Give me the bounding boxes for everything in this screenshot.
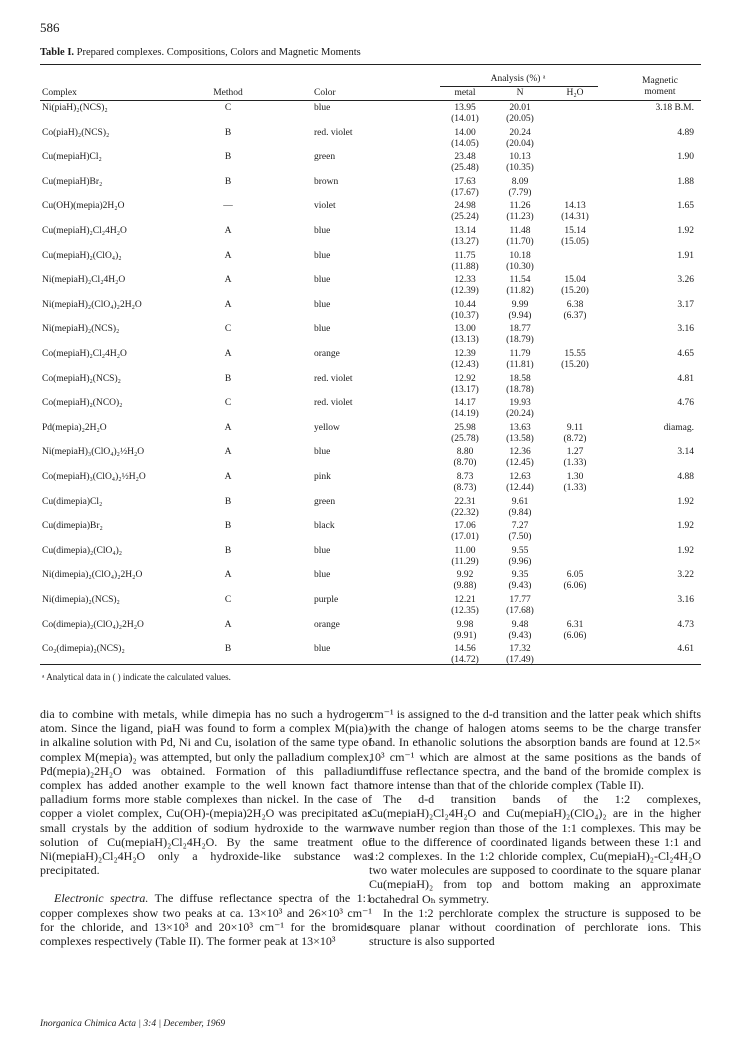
- journal-footer: Inorganica Chimica Acta | 3:4 | December, 1969: [40, 1019, 226, 1029]
- cell-n: 19.93: [509, 398, 531, 409]
- cell-metal: 10.44: [454, 299, 476, 310]
- cell-metal_calc: (12.43): [451, 360, 479, 370]
- cell-n_calc: (11.70): [506, 237, 534, 247]
- cell-metal: 24.98: [454, 201, 476, 212]
- cell-metal_calc: (14.19): [451, 409, 479, 420]
- cell-metal_calc: (8.70): [453, 458, 477, 469]
- cell-moment: 4.81: [677, 373, 694, 384]
- header-analysis: Analysis (%) ᵃ: [490, 74, 546, 84]
- cell-complex: Co₂(dimepia)₂(NCS)₂: [42, 644, 125, 655]
- right-paragraph-3: In the 1:2 perchlorate complex the structure is supposed to be square planar without coordination of perchlorate ions. This structure is also supported: [369, 905, 701, 949]
- cell-moment: 3.26: [677, 275, 694, 286]
- cell-complex: Pd(mepia)₂2H₂O: [42, 422, 107, 433]
- cell-moment: 4.73: [677, 619, 694, 630]
- cell-n_calc: (10.35): [506, 163, 534, 174]
- cell-complex: Ni(dimepia)₂(ClO₄)₂2H₂O: [42, 570, 143, 581]
- cell-metal_calc: (17.67): [451, 187, 479, 198]
- cell-color: blue: [314, 299, 331, 310]
- header-bottom-rule: [40, 100, 701, 101]
- cell-moment: 1.90: [677, 152, 694, 163]
- cell-h2o: 1.27: [566, 447, 584, 458]
- cell-metal_calc: (13.27): [451, 237, 479, 247]
- cell-h2o_calc: (15.05): [561, 237, 589, 247]
- cell-complex: Ni(mepiaH)₂(ClO₄)₂2H₂O: [42, 299, 142, 310]
- cell-metal_calc: (22.32): [451, 507, 479, 518]
- cell-h2o_calc: (14.31): [561, 212, 589, 223]
- cell-moment: diamag.: [663, 422, 694, 433]
- cell-color: blue: [314, 103, 331, 113]
- cell-color: pink: [314, 472, 331, 482]
- cell-n_calc: (18.78): [506, 384, 534, 395]
- cell-metal_calc: (9.91): [453, 630, 477, 641]
- cell-h2o: 14.13: [564, 201, 586, 212]
- cell-n: 10.13: [509, 152, 531, 163]
- cell-metal: 14.56: [454, 644, 476, 655]
- cell-metal_calc: (25.78): [451, 433, 479, 444]
- cell-n: 17.32: [509, 644, 531, 655]
- cell-method: B: [224, 496, 232, 507]
- cell-n: 9.99: [511, 299, 529, 310]
- cell-method: B: [224, 152, 232, 163]
- cell-complex: Cu(mepiaH)Br₂: [42, 176, 103, 187]
- cell-n: 18.77: [509, 324, 531, 335]
- cell-n: 20.01: [509, 103, 531, 113]
- header-magnetic-1: Magnetic: [642, 76, 678, 86]
- cell-moment: 4.88: [677, 472, 694, 482]
- cell-metal: 9.92: [456, 570, 474, 581]
- cell-color: blue: [314, 447, 331, 458]
- cell-metal: 25.98: [454, 422, 476, 433]
- cell-moment: 1.88: [677, 176, 694, 187]
- cell-n: 9.55: [511, 545, 529, 556]
- cell-n: 11.54: [509, 275, 531, 286]
- cell-color: red. violet: [314, 398, 353, 409]
- cell-moment: 3.18 B.M.: [655, 103, 694, 113]
- header-complex: Complex: [42, 88, 77, 98]
- cell-n_calc: (9.84): [508, 507, 532, 518]
- cell-n: 9.61: [511, 496, 529, 507]
- cell-metal_calc: (25.24): [451, 212, 479, 223]
- cell-complex: Ni(mepiaH)₂Cl₂4H₂O: [42, 275, 126, 286]
- cell-moment: 1.65: [677, 201, 694, 212]
- cell-color: orange: [314, 349, 340, 359]
- cell-color: blue: [314, 545, 331, 556]
- cell-n: 7.27: [511, 521, 529, 532]
- cell-metal: 22.31: [454, 496, 476, 507]
- cell-h2o_calc: (15.20): [561, 286, 589, 297]
- cell-n: 10.18: [509, 250, 531, 261]
- cell-n: 9.35: [511, 570, 529, 581]
- cell-metal_calc: (14.05): [451, 138, 479, 149]
- cell-n_calc: (20.05): [506, 114, 534, 124]
- cell-moment: 4.65: [677, 349, 694, 359]
- cell-n: 11.26: [509, 201, 531, 212]
- cell-metal: 14.00: [454, 127, 476, 138]
- cell-method: A: [224, 250, 232, 261]
- cell-h2o_calc: (6.06): [563, 630, 587, 641]
- cell-n_calc: (20.04): [506, 138, 534, 149]
- cell-complex: Cu(OH)(mepia)2H₂O: [42, 201, 125, 212]
- electronic-spectra-heading: Electronic spectra.: [54, 891, 149, 906]
- cell-method: B: [224, 127, 232, 138]
- cell-n_calc: (11.23): [506, 212, 534, 223]
- cell-h2o: 6.31: [566, 619, 584, 630]
- cell-method: A: [224, 570, 232, 581]
- cell-method: B: [224, 644, 232, 655]
- cell-h2o_calc: (6.06): [563, 581, 587, 592]
- cell-complex: Ni(dimepia)₂(NCS)₂: [42, 595, 120, 605]
- cell-complex: Cu(mepiaH)₂Cl₂4H₂O: [42, 226, 127, 236]
- cell-moment: 3.16: [677, 324, 694, 335]
- cell-n: 12.63: [509, 472, 531, 482]
- left-column: [40, 707, 372, 948]
- cell-h2o_calc: (6.37): [563, 310, 587, 321]
- table-footnote: ᵃ Analytical data in ( ) indicate the calculated values.: [42, 672, 231, 682]
- cell-metal_calc: (12.35): [451, 606, 479, 616]
- cell-metal_calc: (11.88): [451, 261, 479, 272]
- cell-metal: 11.75: [454, 250, 476, 261]
- cell-method: B: [224, 545, 232, 556]
- cell-method: A: [224, 447, 232, 458]
- cell-method: C: [224, 595, 232, 605]
- cell-complex: Co(mepiaH)₂(NCO)₂: [42, 398, 123, 409]
- cell-n_calc: (7.79): [508, 187, 532, 198]
- cell-metal_calc: (10.37): [451, 310, 479, 321]
- cell-h2o_calc: (15.20): [561, 360, 589, 370]
- page-number: 586: [40, 20, 60, 35]
- cell-n_calc: (9.96): [508, 556, 532, 567]
- cell-metal_calc: (9.88): [453, 581, 477, 592]
- cell-color: brown: [314, 176, 339, 187]
- cell-method: A: [224, 472, 232, 482]
- cell-metal_calc: (25.48): [451, 163, 479, 174]
- cell-moment: 4.61: [677, 644, 694, 655]
- cell-moment: 4.76: [677, 398, 694, 409]
- cell-method: A: [224, 349, 232, 359]
- cell-color: violet: [314, 201, 336, 212]
- cell-h2o_calc: (1.33): [563, 458, 587, 469]
- cell-n: 11.48: [509, 226, 531, 236]
- right-paragraph-1: cm⁻¹ is assigned to the d-d transition and the latter peak which shifts with the change of halogen atoms seems to be the charge transfer band. In ethanolic solutions the absorption bands are found at 12.5× 10³ cm⁻¹ which are almost at the same positions as the bands of diffuse reflectance spectra, and the band of the bromide complex is more intense than that of the chloride complex (Table II).: [369, 707, 701, 793]
- cell-metal_calc: (11.29): [451, 556, 479, 567]
- cell-complex: Ni(mepiaH)₂(NCS)₂: [42, 324, 120, 335]
- cell-complex: Cu(dimepia)Cl₂: [42, 496, 103, 507]
- cell-h2o: 6.38: [566, 299, 584, 310]
- table-bottom-rule: [40, 664, 701, 665]
- cell-method: A: [224, 275, 232, 286]
- cell-color: red. violet: [314, 373, 353, 384]
- cell-n: 18.58: [509, 373, 531, 384]
- cell-complex: Co(mepiaH)₂Cl₂4H₂O: [42, 349, 127, 359]
- table-caption: [40, 47, 361, 58]
- cell-metal: 8.73: [456, 472, 474, 482]
- table-caption-text: Prepared complexes. Compositions, Colors and Magnetic Moments: [74, 47, 361, 58]
- header-n: N: [516, 88, 524, 98]
- left-paragraph-1: dia to combine with metals, while dimepia has no such a hydrogen atom. Since the ligand, piaH was found to form a complex M(pia)₂ in alkaline solution with Pd, Ni and Cu, isolation of the same type of complex M(mepia)₂ was attempted, but only the palladium complex, Pd(mepia)₂2H₂O was obtained. Formation of this palladium complex has added another example to the well known fact that palladium forms more stable complexes than nickel. In the case of copper a violet complex, Cu(OH)-(mepia)2H₂O was precipitated as small crystals by the addition of sodium hydroxide to the warm solution of Cu(mepiaH)₂Cl₂4H₂O. By the same treatment of Ni(mepiaH)₂Cl₂4H₂O only a hydroxide-like substance was precipitated.: [40, 707, 372, 878]
- header-method: Method: [213, 88, 243, 98]
- cell-metal_calc: (13.17): [451, 384, 479, 395]
- cell-method: A: [224, 619, 232, 630]
- cell-color: blue: [314, 275, 331, 286]
- cell-metal_calc: (13.13): [451, 335, 479, 346]
- header-magnetic-2: moment: [644, 87, 676, 97]
- right-column: [369, 707, 701, 948]
- cell-n_calc: (18.79): [506, 335, 534, 346]
- cell-n_calc: (12.45): [506, 458, 534, 469]
- cell-metal_calc: (12.39): [451, 286, 479, 297]
- cell-method: A: [224, 226, 232, 236]
- cell-n: 13.63: [509, 422, 531, 433]
- header-h2o: H₂O: [566, 88, 584, 98]
- cell-method: C: [224, 398, 232, 409]
- cell-metal: 12.92: [454, 373, 476, 384]
- table-top-rule: [40, 64, 701, 65]
- cell-moment: 3.22: [677, 570, 694, 581]
- cell-h2o: 6.05: [566, 570, 584, 581]
- cell-complex: Cu(mepiaH)Cl₂: [42, 152, 102, 163]
- cell-n: 11.79: [509, 349, 531, 359]
- cell-metal: 17.06: [454, 521, 476, 532]
- cell-moment: 3.14: [677, 447, 694, 458]
- cell-color: purple: [314, 595, 339, 605]
- cell-moment: 1.92: [677, 226, 694, 236]
- cell-moment: 1.92: [677, 496, 694, 507]
- analysis-rule: [440, 86, 598, 87]
- cell-n_calc: (9.94): [508, 310, 532, 321]
- cell-complex: Co(mepiaH)₂(NCS)₂: [42, 373, 121, 384]
- cell-moment: 4.89: [677, 127, 694, 138]
- cell-metal_calc: (14.72): [451, 655, 479, 666]
- cell-moment: 1.91: [677, 250, 694, 261]
- cell-metal: 14.17: [454, 398, 476, 409]
- header-color: Color: [314, 88, 336, 98]
- cell-method: B: [224, 373, 232, 384]
- right-paragraph-2: The d-d transition bands of the 1:2 complexes, Cu(mepiaH)₂Cl₂4H₂O and Cu(mepiaH)₂(ClO₄)₂ are in the higher wave number region than those of the 1:1 complexes. This may be due to the difference of coordinated ligands between these 1:1 and 1:2 complexes. In the 1:2 chloride complex, Cu(mepiaH)₂-Cl₂4H₂O two water molecules are supposed to coordinate to the square planar Cu(mepiaH)₂ from top and bottom making an approximate octahedral Oₕ symmetry.: [369, 792, 701, 906]
- cell-n: 8.09: [511, 176, 529, 187]
- cell-n_calc: (9.43): [508, 630, 532, 641]
- left-paragraph-2-text: The diffuse reflectance spectra of the 1:1 copper complexes show two peaks at ca. 13×10³ and 26×10³ cm⁻¹ for the chloride, and 13×10³ and 20×10³ cm⁻¹ for the bromide complexes respectively (Table II). The former peak at 13×10³: [40, 891, 372, 949]
- cell-n_calc: (17.68): [506, 606, 534, 616]
- cell-color: yellow: [314, 422, 340, 433]
- cell-color: blue: [314, 644, 331, 655]
- cell-color: blue: [314, 324, 331, 335]
- cell-h2o_calc: (1.33): [563, 483, 587, 493]
- cell-complex: Co(dimepia)₂(ClO₄)₂2H₂O: [42, 619, 144, 630]
- cell-n_calc: (10.30): [506, 261, 534, 272]
- cell-method: —: [223, 201, 233, 212]
- left-paragraph-2: [40, 891, 372, 948]
- cell-method: C: [224, 324, 232, 335]
- cell-moment: 1.92: [677, 545, 694, 556]
- cell-method: B: [224, 521, 232, 532]
- cell-moment: 3.17: [677, 299, 694, 310]
- cell-n_calc: (11.82): [506, 286, 534, 297]
- cell-h2o: 1.30: [566, 472, 584, 482]
- cell-color: blue: [314, 226, 331, 236]
- cell-n_calc: (20.24): [506, 409, 534, 420]
- cell-metal: 13.14: [454, 226, 476, 236]
- cell-color: green: [314, 496, 336, 507]
- cell-n_calc: (9.43): [508, 581, 532, 592]
- cell-color: orange: [314, 619, 340, 630]
- cell-n: 17.77: [509, 595, 531, 605]
- cell-metal_calc: (14.01): [451, 114, 479, 124]
- cell-metal: 12.21: [454, 595, 476, 605]
- cell-metal: 17.63: [454, 176, 476, 187]
- cell-complex: Co(mepiaH)₃(ClO₄)₂½H₂O: [42, 472, 146, 482]
- cell-n_calc: (11.81): [506, 360, 534, 370]
- cell-color: black: [314, 521, 335, 532]
- cell-complex: Ni(mepiaH)₃(ClO₄)₂½H₂O: [42, 447, 145, 458]
- cell-complex: Cu(dimepia)Br₂: [42, 521, 103, 532]
- cell-metal: 13.95: [454, 103, 476, 113]
- cell-n_calc: (12.44): [506, 483, 534, 493]
- cell-method: B: [224, 176, 232, 187]
- cell-n_calc: (17.49): [506, 655, 534, 666]
- cell-moment: 1.92: [677, 521, 694, 532]
- cell-n_calc: (7.50): [508, 532, 532, 543]
- cell-complex: Cu(dimepia)₂(ClO₄)₂: [42, 545, 123, 556]
- cell-color: green: [314, 152, 336, 163]
- table-caption-label: Table I.: [40, 47, 75, 58]
- cell-moment: 3.16: [677, 595, 694, 605]
- cell-metal_calc: (8.73): [453, 483, 477, 493]
- cell-complex: Ni(piaH)₂(NCS)₂: [42, 103, 108, 113]
- cell-metal: 11.00: [454, 545, 476, 556]
- cell-metal: 9.98: [456, 619, 474, 630]
- cell-n: 9.48: [511, 619, 529, 630]
- cell-h2o: 15.55: [564, 349, 586, 359]
- cell-h2o: 15.14: [564, 226, 586, 236]
- cell-method: C: [224, 103, 232, 113]
- cell-complex: Cu(mepiaH)₂(ClO₄)₂: [42, 250, 122, 261]
- cell-n_calc: (13.58): [506, 433, 534, 444]
- cell-metal: 13.00: [454, 324, 476, 335]
- cell-metal: 12.39: [454, 349, 476, 359]
- cell-method: A: [224, 422, 232, 433]
- cell-h2o: 15.04: [564, 275, 586, 286]
- cell-h2o_calc: (8.72): [563, 433, 587, 444]
- cell-n: 12.36: [509, 447, 531, 458]
- cell-color: blue: [314, 570, 331, 581]
- header-metal: metal: [454, 88, 476, 98]
- cell-n: 20.24: [509, 127, 531, 138]
- cell-metal: 23.48: [454, 152, 476, 163]
- cell-complex: Co(piaH)₂(NCS)₂: [42, 127, 110, 138]
- cell-metal_calc: (17.01): [451, 532, 479, 543]
- cell-metal: 12.33: [454, 275, 476, 286]
- cell-method: A: [224, 299, 232, 310]
- cell-metal: 8.80: [456, 447, 474, 458]
- cell-color: blue: [314, 250, 331, 261]
- cell-h2o: 9.11: [566, 422, 584, 433]
- cell-color: red. violet: [314, 127, 353, 138]
